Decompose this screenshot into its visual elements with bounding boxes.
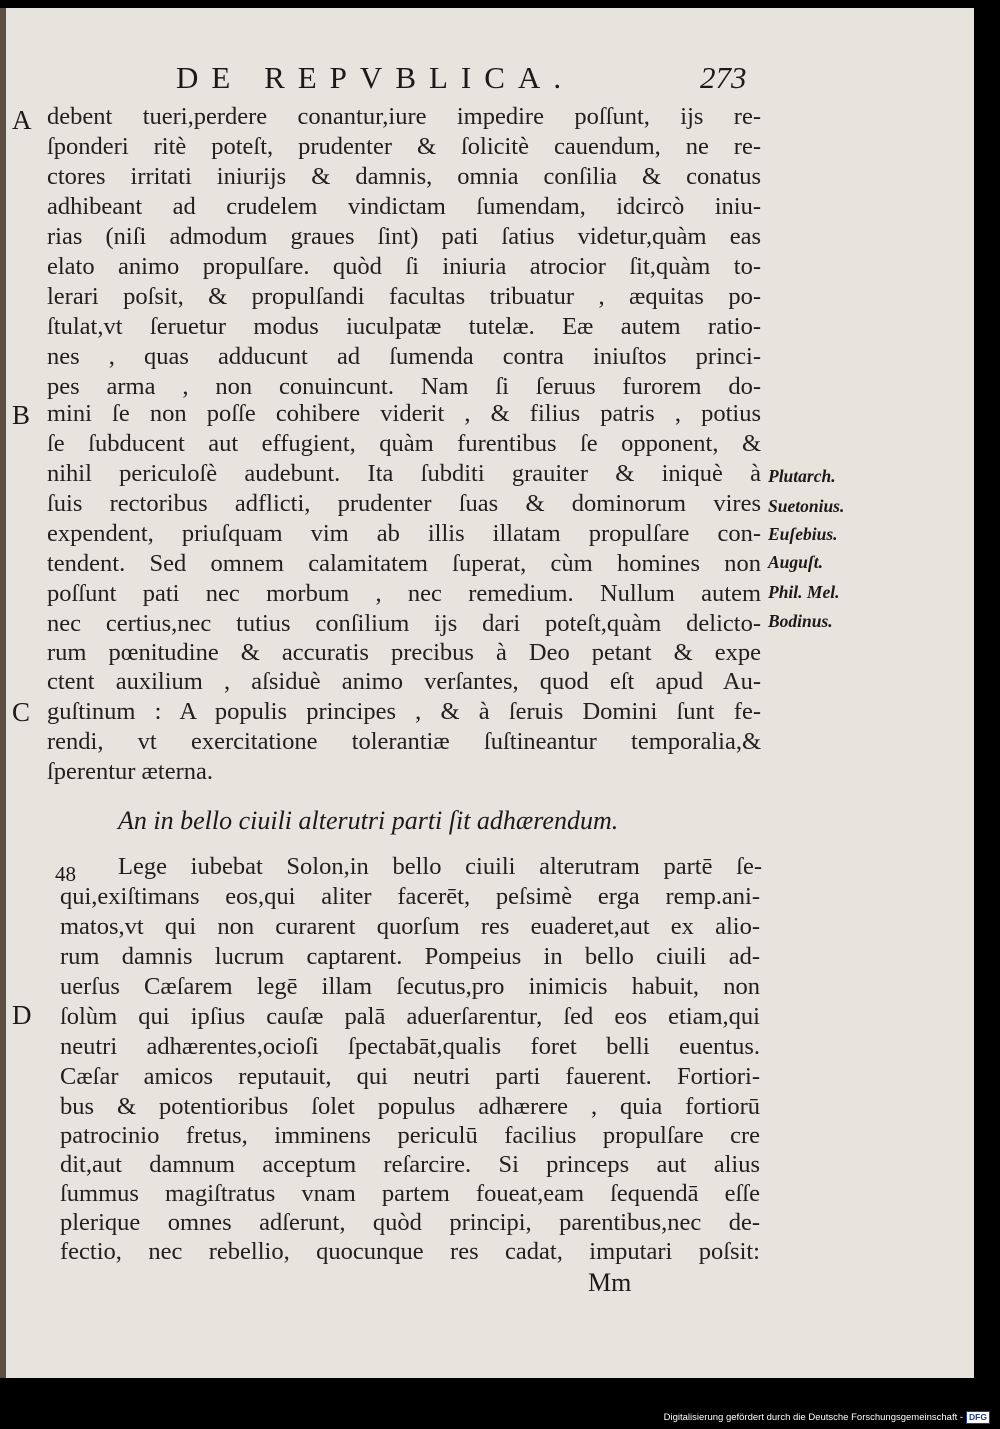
dfg-logo: DFG	[966, 1411, 990, 1424]
text-line: uerſus Cæſarem legē illam ſecutus,pro inimicis habuit, non	[60, 973, 760, 1000]
marginal-note: Phil. Mel.	[768, 582, 840, 602]
text-line: lerari poſsit, & propulſandi facultas tribuatur , æquitas po-	[47, 283, 761, 310]
funding-footer	[664, 1411, 990, 1424]
page-edge	[0, 8, 6, 1378]
text-line: ctores irritati iniurijs & damnis, omnia conſilia & conatus	[47, 163, 761, 190]
text-line: rendi, vt exercitatione tolerantiæ ſuſtineantur temporalia,&	[47, 728, 761, 755]
text-line: Cæſar amicos reputauit, qui neutri parti fauerent. Fortiori-	[60, 1063, 760, 1090]
catchword: Mm	[588, 1268, 632, 1297]
text-line: ctent auxilium , aſsiduè animo verſantes, quod eſt apud Au-	[47, 668, 761, 695]
text-line: dit,aut damnum acceptum reſarcire. Si princeps aut alius	[60, 1151, 760, 1178]
marginal-note: Bodinus.	[768, 611, 833, 631]
text-line: guſtinum : A populis principes , & à ſeruis Domini ſunt fe-	[47, 698, 761, 725]
text-line: rias (niſi admodum graues ſint) pati ſatius videtur,quàm eas	[47, 223, 761, 250]
marginal-note: Euſebius.	[768, 524, 838, 544]
text-line: ſuis rectoribus adflicti, prudenter ſuas & dominorum vires	[47, 490, 761, 517]
text-line: fectio, nec rebellio, quocunque res cadat, imputari poſsit:	[60, 1238, 760, 1265]
section-heading: An in bello ciuili alterutri parti ſit adhærendum.	[118, 806, 619, 835]
text-line: debent tueri,perdere conantur,iure impedire poſſunt, ijs re-	[47, 103, 761, 130]
marginal-note: Auguſt.	[768, 552, 823, 572]
text-line: nec certius,nec tutius conſilium ijs dari poteſt,quàm delicto-	[47, 610, 761, 637]
text-line: ſe ſubducent aut effugient, quàm furentibus ſe opponent, &	[47, 430, 761, 457]
running-title: DE REPVBLICA.	[176, 60, 575, 95]
section-number: 48	[55, 862, 76, 886]
marginal-note: Suetonius.	[768, 496, 845, 516]
margin-letter-a: A	[12, 105, 32, 135]
text-line: bus & potentioribus ſolet populus adhærere , quia fortiorū	[60, 1093, 760, 1120]
text-line: ſperentur æterna.	[47, 758, 213, 785]
text-line: patrocinio fretus, imminens periculū facilius propulſare cre	[60, 1122, 760, 1149]
page-number: 273	[700, 60, 747, 95]
text-line: qui,exiſtimans eos,qui aliter facerēt, peſsimè erga remp.ani-	[60, 883, 760, 910]
text-line: Lege iubebat Solon,in bello ciuili alterutram partē ſe-	[118, 853, 762, 880]
text-line: nihil periculoſè audebunt. Ita ſubditi grauiter & iniquè à	[47, 460, 761, 487]
text-line: plerique omnes adſerunt, quòd principi, parentibus,nec de-	[60, 1209, 760, 1236]
text-line: expendent, priuſquam vim ab illis illatam propulſare con-	[47, 520, 761, 547]
text-line: ſtulat,vt ſeruetur modus iuculpatæ tutelæ. Eæ autem ratio-	[47, 313, 761, 340]
text-line: mini ſe non poſſe cohibere viderit , & filius patris , potius	[47, 400, 761, 427]
text-line: ſummus magiſtratus vnam partem foueat,eam ſequendā eſſe	[60, 1180, 760, 1207]
text-line: tendent. Sed omnem calamitatem ſuperat, cùm homines non	[47, 550, 761, 577]
marginal-note: Plutarch.	[768, 466, 836, 486]
text-line: nes , quas adducunt ad ſumenda contra iniuſtos princi-	[47, 343, 761, 370]
funding-text: Digitalisierung gefördert durch die Deutsche Forschungsgemeinschaft -	[663, 1412, 964, 1423]
margin-letter-d: D	[12, 1000, 32, 1030]
text-line: matos,vt qui non curarent quorſum res euaderet,aut ex alio-	[60, 913, 760, 940]
text-line: rum damnis lucrum captarent. Pompeius in bello ciuili ad-	[60, 943, 760, 970]
text-line: adhibeant ad crudelem vindictam ſumendam, idcircò iniu-	[47, 193, 761, 220]
text-line: rum pœnitudine & accuratis precibus à Deo petant & expe	[47, 639, 761, 666]
text-line: ſponderi ritè poteſt, prudenter & ſolicitè cauendum, ne re-	[47, 133, 761, 160]
text-line: poſſunt pati nec morbum , nec remedium. Nullum autem	[47, 580, 761, 607]
margin-letter-c: C	[12, 697, 31, 727]
text-line: elato animo propulſare. quòd ſi iniuria atrocior ſit,quàm to-	[47, 253, 761, 280]
text-line: ſolùm qui ipſius cauſæ palā aduerſarentur, ſed eos etiam,qui	[60, 1003, 760, 1030]
text-line: neutri adhærentes,ocioſi ſpectabāt,qualis foret belli euentus.	[60, 1033, 760, 1060]
text-line: pes arma , non conuincunt. Nam ſi ſeruus furorem do-	[47, 373, 761, 400]
margin-letter-b: B	[12, 400, 31, 430]
